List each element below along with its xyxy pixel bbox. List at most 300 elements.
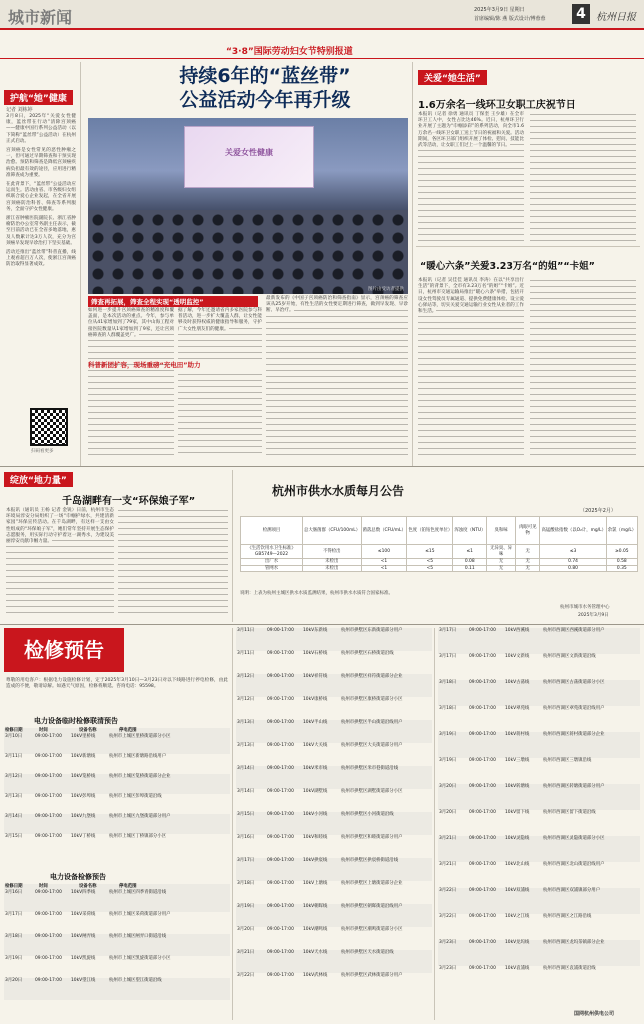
table-cell: 杭州市西湖区转塘街道部分用户	[542, 784, 640, 810]
table-row	[438, 914, 640, 940]
date-line: 2025年3月9日 星期日	[474, 7, 525, 13]
main-photo	[88, 118, 408, 294]
table-cell: 杭州市西湖区灵隐街道部分小区	[542, 836, 640, 862]
table-cell: 10kV九堡线	[70, 814, 108, 834]
table-cell: 杭州市拱墅区武林街道部分用户	[341, 973, 403, 978]
table-cell: 09:00-17:00	[267, 743, 294, 748]
water-cell: 0.35	[606, 565, 637, 572]
table-row	[438, 628, 640, 654]
table-cell: 09:00-17:00	[266, 950, 302, 973]
table-cell: 3月15日	[5, 833, 23, 839]
table-cell: 3月11日	[236, 628, 266, 651]
table-cell: 杭州市拱墅区米市巷街道沿线	[340, 766, 432, 789]
table-cell: 10kV湖墅线	[303, 789, 328, 794]
page-header	[0, 0, 644, 30]
table-cell: 09:00-17:00	[469, 914, 496, 919]
table-cell: 09:00-17:00	[35, 911, 62, 917]
table-cell: 杭州市上城区丁桥镇部分小区	[109, 833, 167, 839]
maintenance-table-1-body	[4, 734, 230, 854]
water-cell: ≤100	[361, 545, 407, 559]
table-cell: 09:00-17:00	[267, 927, 294, 932]
maintenance-title: 检修预告	[24, 638, 104, 662]
table-cell: 杭州市拱墅区天水街道沿线	[340, 950, 432, 973]
table-cell: 杭州市上城区闸弄口街道沿线	[108, 934, 230, 956]
main-headline	[130, 64, 400, 112]
table-row	[4, 774, 230, 794]
main-headline-line1: 持续6年的“蓝丝带”	[179, 65, 351, 87]
main-col-2b	[178, 372, 262, 456]
table-cell: 杭州市拱墅区湖墅街道部分小区	[341, 789, 403, 794]
water-cell: ≤3	[540, 545, 606, 559]
water-date: 2025年3月9日	[578, 613, 609, 618]
table-cell: 杭州市西湖区北山街道沿线用户	[543, 862, 605, 867]
table-cell: 3月20日	[4, 978, 34, 1000]
water-headline: 杭州市供水水质每月公告	[272, 484, 405, 498]
water-header: 臭和味	[487, 517, 516, 545]
table-cell: 10kV朝晖线	[302, 904, 340, 927]
water-cell: 未检出	[303, 559, 362, 566]
table-cell: 09:00-17:00	[35, 793, 62, 799]
table-row	[438, 784, 640, 810]
col-header: 时间	[38, 884, 78, 890]
table-cell: 3月20日	[237, 927, 255, 932]
water-cell: 未检出	[303, 565, 362, 572]
green-tag: 绽放“地力量”	[4, 472, 73, 487]
table-row	[438, 680, 640, 706]
table-cell: 杭州市上城区四季青街道沿线	[108, 890, 230, 912]
table-cell: 10kV西溪线	[504, 628, 542, 654]
table-cell: 09:00-17:00	[267, 651, 294, 656]
water-header: 高锰酸盐指数（以O₂计，mg/L）	[540, 517, 606, 545]
table-cell: 3月19日	[5, 955, 23, 961]
right-headline: 1.6万余名一线环卫女职工庆祝节日	[418, 100, 576, 111]
table-row	[4, 754, 230, 774]
sidebar-paragraph: 活动还推出“蓝丝带”科普直播，线上观看超百万人次，使浙江宫颈癌防治取得显著成效。	[6, 250, 76, 268]
photo-screen-text: 关爱女性健康	[225, 148, 273, 157]
table-row	[236, 904, 432, 927]
table-cell: 3月14日	[4, 814, 34, 834]
table-cell: 3月15日	[236, 812, 266, 835]
main-col-3	[266, 296, 408, 456]
water-header: 浑浊度（NTU）	[453, 517, 487, 545]
table2-title: 电力设备检修预告	[50, 873, 106, 881]
table-cell: 杭州市上城区里桥街道部分小区	[108, 734, 230, 754]
table-cell: 10kV半山线	[302, 720, 340, 743]
table-cell: 10kV之江线	[505, 914, 530, 919]
table-cell: 3月20日	[439, 810, 457, 815]
table-cell: 杭州市西湖区古荡街道部分小区	[542, 680, 640, 706]
water-signer: 杭州市城市水务管理中心	[560, 605, 610, 610]
table-cell: 杭州市上城区九堡街道部分用户	[108, 814, 230, 834]
water-cell: 无	[487, 565, 516, 572]
paper-name: 杭州日报	[596, 12, 636, 23]
table-cell: 10kV天水线	[302, 950, 340, 973]
table-cell: 09:00-17:00	[468, 836, 504, 862]
photo-audience	[88, 210, 408, 294]
table-cell: 10kV袁浦线	[505, 966, 530, 971]
green-col-1	[6, 508, 114, 618]
table-cell: 10kV和睦线	[303, 835, 328, 840]
table-row	[236, 812, 432, 835]
table-cell: 3月22日	[438, 888, 468, 914]
table-cell: 杭州市上城区望江街道沿线	[108, 978, 230, 1000]
table-row	[236, 835, 432, 858]
table-cell: 3月12日	[237, 697, 255, 702]
table-row	[4, 978, 230, 1000]
table-cell: 09:00-17:00	[267, 697, 294, 702]
table-cell: 10kV彭埠线	[71, 793, 96, 799]
table-cell: 3月22日	[237, 973, 255, 978]
table-cell: 10kV新塘线	[71, 753, 96, 759]
table-cell: 10kV东新线	[302, 628, 340, 651]
table-cell: 09:00-17:00	[266, 858, 302, 881]
table-row	[236, 651, 432, 674]
water-cell: 无	[516, 565, 540, 572]
table-row	[236, 697, 432, 720]
table-cell: 杭州市拱墅区小河街道沿线	[340, 812, 432, 835]
table-cell: 10kV石桥线	[303, 651, 328, 656]
water-cell: 0.08	[453, 559, 487, 566]
qr-code[interactable]	[30, 408, 68, 446]
table-cell: 3月16日	[4, 890, 34, 912]
warm-text: 本报讯（记者 吴佳佳 通讯员 李涛）在以“共享出行生活”的背景下，全市有3.23万名“的姐”“卡姐”。近日，杭州市交通运输局推出“暖心六条”举措，包括开设女性驾驶员专属通道、提供免费健康体检、设立爱心驿站等，切实关爱交通运输行业女性从业者的工作和生活。	[418, 278, 524, 315]
sidebar-paragraph: 在此背景下，“蓝丝带”公益活动应运而生。活动由省、市各级妇女组织联合爱心企业发起，在全省开展宫颈癌防治科普、筛查等系列服务，全面守护女性健康。	[6, 182, 76, 212]
table-cell: 10kV闸弄线	[70, 934, 108, 956]
sidebar-paragraph: 宫颈癌是女性常见的恶性肿瘤之一，但可通过早期筛查和干预实现治愈。预防和筛查是降低宫颈癌疾病负担最有效的途径，应用进行精准筛查成为重要。	[6, 148, 76, 178]
table-row	[236, 858, 432, 881]
table-cell: 09:00-17:00	[34, 774, 70, 794]
table-row	[236, 881, 432, 904]
table-cell: 3月11日	[237, 651, 255, 656]
main-col-2	[178, 308, 262, 362]
col-header: 时间	[38, 728, 78, 734]
table-cell: 杭州市拱墅区潮鸣街道部分小区	[341, 927, 403, 932]
table-cell: 10kV祥符线	[302, 674, 340, 697]
table-cell: 09:00-17:00	[468, 680, 504, 706]
right-top-text: 本报讯（记者 徐勇 通讯员 丁保奎 王少雄）在全市环卫工人中，女性占比达46%。近日，杭州环卫行业开展了主题为“巾帼添彩”的系列活动，向全市1.6万余名一线环卫女职工送上节日的祝福和关爱。活动期间，各区环卫部门组织开展了体检、慰问、技能比武等活动，让女职工们过上一个温馨的节日。	[418, 112, 524, 149]
table-cell: 10kV武林线	[303, 973, 328, 978]
water-cell: <5	[407, 565, 453, 572]
main-col-2-text: 据了解，今年还邀请省内多家医院参与科普活动，进一步扩大覆盖人群，让女性能够及时获得权威的健康指导和服务，守护广大女性朋友们的健康。	[178, 308, 262, 332]
table-cell: 3月23日	[438, 940, 468, 966]
table-cell: 10kV双浦线	[504, 888, 542, 914]
table-cell: 10kV上塘线	[303, 881, 328, 886]
maintenance-footer: 国网杭州供电公司	[574, 1011, 615, 1017]
table-cell: 09:00-17:00	[34, 978, 70, 1000]
table-cell: 10kV大关线	[303, 743, 328, 748]
table-cell: 10kV北山线	[505, 862, 530, 867]
table-cell: 杭州市拱墅区石桥街道沿线	[341, 651, 394, 656]
water-notes: 说明：上表为杭州主城区供水水质监测结果，杭州市供水水质符合国家标准。	[240, 591, 393, 596]
table-cell: 10kV拱宸线	[302, 858, 340, 881]
table-cell: 3月23日	[439, 966, 457, 971]
right-col-2	[530, 112, 636, 242]
table-cell: 10kV四季线	[70, 890, 108, 912]
water-header: 菌落总数（CFU/mL）	[361, 517, 407, 545]
table-cell: 杭州市西湖区蒋村街道部分企业	[542, 732, 640, 758]
warm-col-1	[418, 278, 524, 458]
table-cell: 09:00-17:00	[469, 966, 496, 971]
table-cell: 09:00-17:00	[34, 734, 70, 754]
table-cell: 10kV米市线	[302, 766, 340, 789]
water-cell: <1	[361, 559, 407, 566]
table-cell: 3月18日	[439, 706, 457, 711]
water-cell: 《生活饮用水卫生标准》GB5749—2022	[241, 545, 303, 559]
table-cell: 09:00-17:00	[35, 753, 62, 759]
table-cell: 3月14日	[236, 766, 266, 789]
table-cell: 09:00-17:00	[34, 934, 70, 956]
table-cell: 10kV转塘线	[504, 784, 542, 810]
table-row	[438, 706, 640, 732]
table-cell: 10kV凯旋线	[71, 955, 96, 961]
table-row	[438, 654, 640, 680]
table-cell: 09:00-17:00	[468, 628, 504, 654]
photo-stage-screen	[184, 126, 314, 188]
table-cell: 09:00-17:00	[468, 888, 504, 914]
table-row	[438, 940, 640, 966]
water-cell: 无	[516, 545, 540, 559]
warm-col-2	[530, 278, 636, 458]
page-number: 4	[572, 4, 590, 24]
table-cell: 10kV文新线	[505, 654, 530, 659]
sidebar-paragraph: 3月8日，2025年“关爱女性健康，蓝丝带在行动”清除宫颈癌——健康中国行系列公益活动（以下简称“蓝丝带”公益活动）在杭州正式启动。	[6, 114, 76, 144]
water-cell: <1	[361, 565, 407, 572]
table-row	[236, 973, 432, 996]
table-cell: 3月21日	[438, 836, 468, 862]
water-cell: 不得检出	[303, 545, 362, 559]
table-cell: 杭州市拱墅区大关街道部分用户	[341, 743, 403, 748]
table-cell: 杭州市拱墅区祥符街道部分企业	[340, 674, 432, 697]
table-cell: 10kV康桥线	[303, 697, 328, 702]
table-row	[4, 912, 230, 934]
main-col-3-text: 最新发布的《中国子宫颈癌防治和筛查指南》显示，宫颈癌的筛查应该从25岁开始，有性生活的女性要定期进行筛查，做到早发现、早诊断、早治疗。	[266, 296, 408, 314]
table-row	[236, 950, 432, 973]
table-cell: 3月21日	[236, 950, 266, 973]
col-header: 停电范围	[118, 884, 230, 890]
table-cell: 09:00-17:00	[266, 674, 302, 697]
table-row	[438, 966, 640, 992]
water-header: 色度（铂钴色度单位）	[407, 517, 453, 545]
table-cell: 杭州市西湖区双浦镇部分用户	[542, 888, 640, 914]
table-cell: 09:00-17:00	[34, 890, 70, 912]
maintenance-table-right	[438, 628, 640, 992]
table-cell: 杭州市拱墅区拱宸桥街道沿线	[340, 858, 432, 881]
table-cell: 杭州市西湖区龙坞茶镇部分企业	[542, 940, 640, 966]
table-cell: 10kV望江线	[70, 978, 108, 1000]
main-col-1-text: 如何进一步提升宫颈癌筛查的精准度和覆盖面，是本次活动的重点。今年，参与单位从41家增加到了79家，其中山海工程对接医院数量从1家增加到了9家，还让宫颈癌筛查的人群覆盖更广。	[88, 308, 174, 338]
table-row	[438, 758, 640, 784]
table-row	[438, 836, 640, 862]
table-row	[236, 743, 432, 766]
table-cell: 3月18日	[438, 680, 468, 706]
water-row-standard	[241, 545, 638, 559]
mid-wrap	[236, 628, 432, 996]
table-cell: 09:00-17:00	[35, 955, 62, 961]
table-cell: 10kV留下线	[505, 810, 530, 815]
editor-line: 首席编辑/陈 燕 版式设计/傅蓉蓉	[474, 16, 546, 22]
water-cell: 管网水	[241, 565, 303, 572]
table-row	[236, 789, 432, 812]
green-col-2	[118, 508, 228, 618]
table-row	[236, 720, 432, 743]
table-cell: 杭州市拱墅区东新街道部分用户	[340, 628, 432, 651]
table-cell: 10kV丁桥线	[71, 833, 96, 839]
table-cell: 3月17日	[438, 628, 468, 654]
table-cell: 3月18日	[237, 881, 255, 886]
table-cell: 3月13日	[237, 743, 255, 748]
table-cell: 09:00-17:00	[266, 628, 302, 651]
water-header: 肉眼可见物	[516, 517, 540, 545]
table-cell: 3月12日	[236, 674, 266, 697]
qr-caption: 扫码看更多	[31, 449, 54, 454]
water-cell: ≥0.05	[606, 545, 637, 559]
maintenance-intro: 尊敬的用电客户：根据电力设施检修计划，定于2025年3月10日—3月23日对以下线路进行停电检修，由此造成的不便，敬请谅解。如遇天气原因，检修将顺延。咨询电话：95598。	[6, 678, 228, 690]
water-cell: 0.80	[540, 565, 606, 572]
table-row	[236, 766, 432, 789]
table-cell: 杭州市上城区彭埠街道沿线	[109, 793, 162, 799]
table-cell: 09:00-17:00	[266, 812, 302, 835]
water-month: （2025年2月）	[580, 508, 616, 514]
water-header: 检测项目	[241, 517, 303, 545]
table-row	[236, 927, 432, 950]
sidebar-byline: 记者 刘栋婷	[6, 107, 33, 113]
water-row-network	[241, 565, 638, 572]
table-cell: 10kV笕桥线	[70, 774, 108, 794]
subhead-1: 筛查再拓展，筛查全程实现“透明监控”	[88, 296, 258, 307]
table-cell: 10kV古荡线	[504, 680, 542, 706]
table-row	[438, 862, 640, 888]
warm-headline: “暖心六条”关爱3.23万名“的姐”“卡姐”	[420, 261, 595, 272]
table-cell: 杭州市西湖区翠苑街道沿线用户	[543, 706, 605, 711]
table-cell: 3月10日	[4, 734, 34, 754]
table-row	[4, 734, 230, 754]
section-title: 城市新闻	[8, 8, 73, 27]
table-cell: 10kV小河线	[302, 812, 340, 835]
table-cell: 10kV龙坞线	[504, 940, 542, 966]
water-quality-table	[240, 516, 638, 572]
table-cell: 杭州市上城区新塘路沿线用户	[109, 753, 167, 759]
table-cell: 杭州市西湖区三墩镇沿线	[543, 758, 592, 763]
table-cell: 09:00-17:00	[267, 789, 294, 794]
water-cell: 无	[516, 559, 540, 566]
table-cell: 杭州市西湖区文新街道沿线	[543, 654, 596, 659]
table-cell: 10kV三墩线	[505, 758, 530, 763]
table-cell: 09:00-17:00	[469, 758, 496, 763]
table-cell: 10kV采荷线	[71, 911, 96, 917]
table-cell: 3月19日	[439, 758, 457, 763]
table-cell: 09:00-17:00	[267, 835, 294, 840]
table1-wrap	[4, 728, 230, 854]
table-cell: 3月17日	[439, 654, 457, 659]
right-col-1	[418, 112, 524, 242]
table-row	[438, 732, 640, 758]
water-header: 总大肠菌群（CFU/100mL）	[303, 517, 362, 545]
col-header: 设备名称	[78, 728, 118, 734]
table-cell: 09:00-17:00	[266, 720, 302, 743]
water-header: 余氯（mg/L）	[606, 517, 637, 545]
table-cell: 3月22日	[439, 914, 457, 919]
table-row	[4, 934, 230, 956]
maintenance-table-2-body	[4, 890, 230, 1000]
water-cell: 0.58	[606, 559, 637, 566]
table-cell: 杭州市拱墅区半山街道沿线用户	[340, 720, 432, 743]
col-header: 停电范围	[118, 728, 230, 734]
table-cell: 09:00-17:00	[267, 973, 294, 978]
table-cell: 09:00-17:00	[468, 732, 504, 758]
table-row	[4, 956, 230, 978]
table-cell: 09:00-17:00	[468, 940, 504, 966]
table-row	[4, 794, 230, 814]
table-cell: 杭州市上城区凯旋街道部分小区	[109, 955, 171, 961]
table-cell: 杭州市西湖区袁浦街道沿线	[543, 966, 596, 971]
water-cell: 无异臭、异味	[487, 545, 516, 559]
table-row	[4, 814, 230, 834]
table-cell: 3月21日	[439, 862, 457, 867]
col-header: 检修日期	[4, 728, 38, 734]
water-row-outlet	[241, 559, 638, 566]
table-cell: 09:00-17:00	[469, 654, 496, 659]
table-cell: 10kV蒋村线	[504, 732, 542, 758]
water-cell: ≤15	[407, 545, 453, 559]
table-cell: 杭州市拱墅区朝晖街道沿线用户	[340, 904, 432, 927]
table-cell: 10kV潮鸣线	[303, 927, 328, 932]
table-cell: 3月13日	[236, 720, 266, 743]
table-cell: 09:00-17:00	[469, 706, 496, 711]
table-cell: 3月17日	[5, 911, 23, 917]
special-banner: “3·8”国际劳动妇女节特别报道	[226, 47, 353, 57]
green-headline: 千岛湖畔有一支“环保娘子军”	[62, 496, 196, 507]
table-cell: 3月12日	[4, 774, 34, 794]
table-cell: 3月11日	[5, 753, 23, 759]
water-cell: <5	[407, 559, 453, 566]
table-row	[236, 674, 432, 697]
water-cell: 0.74	[540, 559, 606, 566]
water-table-wrap	[240, 516, 638, 572]
water-cell: ≤1	[453, 545, 487, 559]
table1-title: 电力设备临时检修联清预告	[34, 717, 118, 725]
table-row	[236, 628, 432, 651]
sidebar-paragraph: 浙江省肿瘤医院副院长、浙江省肿瘤防治办公室常务副主任表示，截至目前活动已在全省多地落地，惠及人数累计达3万人次，充分为宫颈癌早发现早诊治打下坚实基础。	[6, 216, 76, 246]
table-cell: 09:00-17:00	[35, 833, 62, 839]
table-cell: 09:00-17:00	[34, 814, 70, 834]
table-cell: 3月14日	[237, 789, 255, 794]
maintenance-table-mid	[236, 628, 432, 996]
table-cell: 09:00-17:00	[468, 784, 504, 810]
water-cell: 无	[487, 559, 516, 566]
table-cell: 杭州市上城区采荷街道部分用户	[109, 911, 171, 917]
table-row	[4, 890, 230, 912]
table-cell: 09:00-17:00	[266, 904, 302, 927]
table-cell: 10kV里桥线	[70, 734, 108, 754]
table-cell: 3月20日	[438, 784, 468, 810]
sidebar-tag: 护航“她”健康	[4, 90, 73, 105]
table-cell: 3月19日	[438, 732, 468, 758]
table-cell: 3月18日	[4, 934, 34, 956]
table-cell: 3月19日	[236, 904, 266, 927]
table-cell: 3月17日	[236, 858, 266, 881]
table-cell: 3月16日	[237, 835, 255, 840]
col-header: 设备名称	[78, 884, 118, 890]
table-cell: 09:00-17:00	[266, 766, 302, 789]
right-wrap	[438, 628, 640, 992]
table-cell: 杭州市西湖区留下街道沿线	[543, 810, 596, 815]
table-cell: 09:00-17:00	[469, 810, 496, 815]
main-col-1	[88, 308, 174, 456]
maintenance-title-block	[4, 628, 124, 672]
table-cell: 杭州市西湖区西溪街道部分用户	[542, 628, 640, 654]
table-cell: 09:00-17:00	[267, 881, 294, 886]
sidebar-text	[6, 114, 76, 269]
